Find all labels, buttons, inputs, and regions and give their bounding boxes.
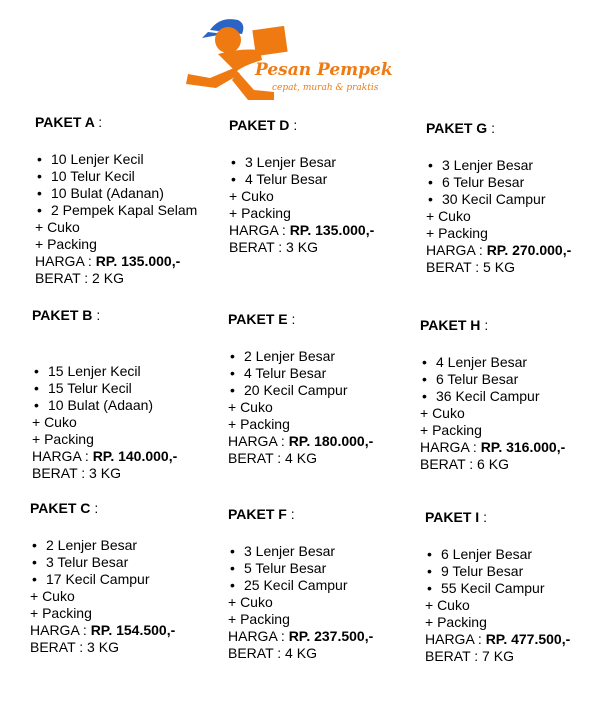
extra-item: + Packing [228, 611, 290, 627]
package-title: PAKET E : [228, 311, 296, 327]
price: HARGA : RP. 154.500,- [30, 622, 176, 638]
brand-tagline: cepat, murah & praktis [272, 83, 379, 93]
list-item: • 3 Lenjer Besar [426, 157, 571, 174]
extra-item: + Packing [30, 605, 92, 621]
price: HARGA : RP. 237.500,- [228, 628, 374, 644]
list-item: • 2 Pempek Kapal Selam [35, 202, 197, 219]
weight: BERAT : 3 KG [30, 639, 119, 655]
extra-item: + Packing [425, 614, 487, 630]
list-item: • 6 Lenjer Besar [425, 546, 570, 563]
extra-item: + Packing [228, 416, 290, 432]
weight: BERAT : 3 KG [229, 239, 318, 255]
list-item: • 4 Lenjer Besar [420, 354, 565, 371]
package-card-c [30, 500, 175, 656]
list-item: • 30 Kecil Campur [426, 191, 571, 208]
list-item: • 15 Lenjer Kecil [32, 363, 177, 380]
weight: BERAT : 2 KG [35, 270, 124, 286]
extra-item: + Cuko [420, 405, 465, 421]
price: HARGA : RP. 180.000,- [228, 433, 374, 449]
price: HARGA : RP. 270.000,- [426, 242, 572, 258]
package-card-g [426, 120, 571, 276]
list-item: • 3 Lenjer Besar [229, 154, 374, 171]
list-item: • 10 Bulat (Adaan) [32, 397, 177, 414]
list-item: • 10 Lenjer Kecil [35, 151, 197, 168]
list-item: • 17 Kecil Campur [30, 571, 175, 588]
list-item: • 55 Kecil Campur [425, 580, 570, 597]
list-item: • 20 Kecil Campur [228, 382, 373, 399]
package-card-b [32, 307, 177, 482]
list-item: • 4 Telur Besar [229, 171, 374, 188]
extra-item: + Cuko [32, 414, 77, 430]
extra-item: + Cuko [35, 219, 80, 235]
package-card-d [229, 117, 374, 256]
list-item: • 6 Telur Besar [420, 371, 565, 388]
extra-item: + Cuko [425, 597, 470, 613]
list-item: • 36 Kecil Campur [420, 388, 565, 405]
package-card-f [228, 506, 373, 662]
extra-item: + Cuko [228, 594, 273, 610]
package-title: PAKET G : [426, 120, 495, 136]
list-item: • 2 Lenjer Besar [228, 348, 373, 365]
price: HARGA : RP. 135.000,- [229, 222, 375, 238]
extra-item: + Cuko [30, 588, 75, 604]
list-item: • 5 Telur Besar [228, 560, 373, 577]
extra-item: + Cuko [229, 188, 274, 204]
package-title: PAKET C : [30, 500, 99, 516]
weight: BERAT : 4 KG [228, 450, 317, 466]
extra-item: + Packing [420, 422, 482, 438]
list-item: • 4 Telur Besar [228, 365, 373, 382]
list-item: • 25 Kecil Campur [228, 577, 373, 594]
package-card-e [228, 311, 373, 467]
weight: BERAT : 7 KG [425, 648, 514, 664]
package-title: PAKET A : [35, 114, 103, 130]
weight: BERAT : 5 KG [426, 259, 515, 275]
weight: BERAT : 4 KG [228, 645, 317, 661]
list-item: • 6 Telur Besar [426, 174, 571, 191]
package-title: PAKET I : [425, 509, 487, 525]
list-item: • 9 Telur Besar [425, 563, 570, 580]
extra-item: + Packing [35, 236, 97, 252]
weight: BERAT : 6 KG [420, 456, 509, 472]
list-item: • 3 Lenjer Besar [228, 543, 373, 560]
extra-item: + Packing [229, 205, 291, 221]
price: HARGA : RP. 477.500,- [425, 631, 571, 647]
package-title: PAKET H : [420, 317, 489, 333]
package-title: PAKET D : [229, 117, 298, 133]
extra-item: + Cuko [426, 208, 471, 224]
package-card-a [35, 114, 197, 287]
extra-item: + Cuko [228, 399, 273, 415]
extra-item: + Packing [32, 431, 94, 447]
package-title: PAKET F : [228, 506, 295, 522]
brand-logo [180, 8, 405, 103]
package-card-h [420, 317, 565, 473]
list-item: • 3 Telur Besar [30, 554, 175, 571]
weight: BERAT : 3 KG [32, 465, 121, 481]
extra-item: + Packing [426, 225, 488, 241]
brand-name: Pesan Pempek [255, 60, 393, 80]
price: HARGA : RP. 140.000,- [32, 448, 178, 464]
list-item: • 2 Lenjer Besar [30, 537, 175, 554]
price: HARGA : RP. 316.000,- [420, 439, 566, 455]
package-title: PAKET B : [32, 307, 101, 323]
list-item: • 15 Telur Kecil [32, 380, 177, 397]
package-card-i [425, 509, 570, 665]
price: HARGA : RP. 135.000,- [35, 253, 181, 269]
list-item: • 10 Telur Kecil [35, 168, 197, 185]
list-item: • 10 Bulat (Adanan) [35, 185, 197, 202]
